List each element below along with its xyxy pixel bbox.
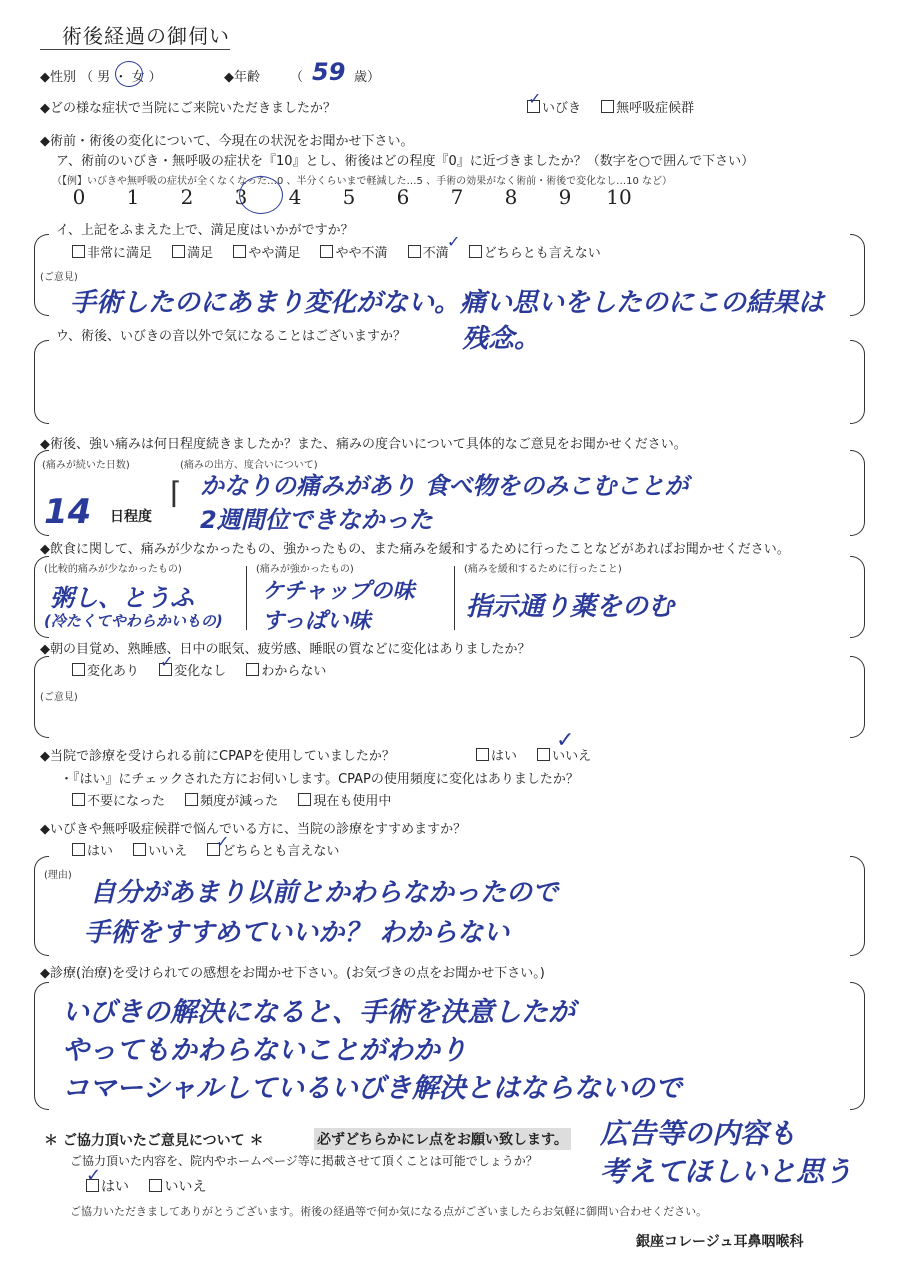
- scale-7[interactable]: 7: [450, 185, 464, 209]
- pain-question: ◆術後、強い痛みは何日程度続きましたか？また、痛みの度合いについて具体的なご意見をお聞かせください。: [40, 437, 687, 452]
- check-mark-icon: ✓: [216, 832, 230, 851]
- age-label: ◆年齢: [224, 70, 260, 85]
- option-label: いいえ: [148, 844, 188, 859]
- title-underline: [40, 49, 230, 50]
- option-label: いいえ: [164, 1179, 207, 1195]
- option-label: 頻度が減った: [200, 794, 279, 809]
- option-label: 変化なし: [174, 664, 227, 679]
- recommend-options: [72, 840, 355, 859]
- checkbox[interactable]: [133, 843, 146, 856]
- change-question-a: ア、術前のいびき・無呼吸の症状を『10』とし、術後はどの程度『0』に近づきましたか？（数字を○で囲んで下さい）: [56, 154, 755, 169]
- publish-option-no[interactable]: [149, 1179, 206, 1195]
- cooperation-question: ご協力頂いた内容を、院内やホームページ等に掲載させて頂くことは可能でしょうか？: [70, 1154, 538, 1168]
- sleep-option[interactable]: [72, 664, 139, 679]
- column-divider: [454, 566, 455, 630]
- satisfaction-option[interactable]: [469, 246, 601, 261]
- satisfaction-options: [72, 242, 617, 261]
- satisfaction-question: イ、上記をふまえた上で、満足度はいかがですか？: [56, 223, 354, 238]
- satisfaction-option[interactable]: [233, 246, 300, 261]
- opinion-handwriting-line-2: 残念。: [462, 324, 541, 354]
- cpap-frequency-option[interactable]: [298, 794, 391, 809]
- option-label: 現在も使用中: [313, 794, 392, 809]
- check-mark-icon: ✓: [447, 232, 461, 251]
- age-open-paren: （: [290, 70, 304, 85]
- recommend-option[interactable]: [133, 844, 187, 859]
- option-label: いびき: [542, 101, 582, 116]
- page-title: 術後経過の御伺い: [62, 24, 230, 48]
- sleep-option[interactable]: [246, 664, 326, 679]
- scale-2[interactable]: 2: [180, 185, 194, 209]
- checkbox[interactable]: [72, 663, 85, 676]
- male-circle-mark: [115, 61, 143, 87]
- checkbox[interactable]: [537, 748, 550, 761]
- checkbox[interactable]: [72, 843, 85, 856]
- checkbox[interactable]: [298, 793, 311, 806]
- cooperation-title: ＊ ご協力頂いたご意見について ＊: [44, 1133, 264, 1149]
- age-value[interactable]: 59: [312, 58, 346, 86]
- reason-label: (理由): [44, 870, 72, 881]
- option-label: 変化あり: [87, 664, 140, 679]
- bracket-left: [34, 982, 49, 1110]
- cpap-question: ◆当院で診療を受けられる前にCPAPを使用していましたか？: [40, 749, 395, 764]
- recommend-option[interactable]: [72, 844, 113, 859]
- impression-handwriting-line-5: 考えてほしいと思う: [600, 1155, 853, 1188]
- checkbox[interactable]: [149, 1179, 162, 1192]
- scale-4[interactable]: 4: [288, 185, 302, 209]
- bracket-right: [850, 450, 865, 536]
- option-label: いいえ: [552, 749, 592, 764]
- change-example: （【例】いびきや無呼吸の症状が全くなくなった…0 、半分くらいまで軽減した…5 、手術の効果がなく術前・術後で変化なし…10 など）: [52, 176, 672, 187]
- satisfaction-option[interactable]: [320, 246, 387, 261]
- other-concerns-question: ウ、術後、いびきの音以外で気になることはございますか？: [56, 329, 406, 344]
- diet-relief-handwriting: 指示通り薬をのむ: [466, 592, 675, 622]
- pain-days-unit: 日程度: [110, 509, 152, 525]
- change-scale: [52, 185, 646, 209]
- diet-less-label: (比較的痛みが少なかったもの): [44, 564, 182, 575]
- option-label: やや満足: [248, 246, 301, 261]
- diet-more-handwriting-line-2: すっぱい味: [262, 609, 371, 634]
- option-label: はい: [101, 1179, 129, 1195]
- impression-question: ◆診療(治療)を受けられての感想をお聞かせ下さい。(お気づきの点をお聞かせ下さい。): [40, 966, 545, 981]
- option-label: はい: [491, 749, 518, 764]
- sex-question: ◆性別 （ 男 ・ 女 ）: [40, 70, 162, 85]
- satisfaction-option[interactable]: [408, 246, 449, 261]
- satisfaction-option[interactable]: [172, 246, 213, 261]
- checkbox[interactable]: [233, 245, 246, 258]
- option-label: 満足: [187, 246, 214, 261]
- visit-option-apnea[interactable]: [601, 101, 694, 116]
- diet-less-handwriting-line-1: 粥し、とうふ: [50, 584, 194, 612]
- column-divider: [246, 566, 247, 630]
- reason-handwriting-line-1: 自分があまり以前とかわらなかったので: [90, 878, 559, 908]
- impression-handwriting-line-4: 広告等の内容も: [600, 1117, 797, 1150]
- clinic-name: 銀座コレージュ耳鼻咽喉科: [636, 1234, 804, 1250]
- scale-0[interactable]: 0: [72, 185, 86, 209]
- cpap-frequency-question: ・『はい』にチェックされた方にお伺いします。CPAPの使用頻度に変化はありましたか？: [60, 772, 579, 787]
- checkbox[interactable]: [469, 245, 482, 258]
- scale-8[interactable]: 8: [504, 185, 518, 209]
- checkbox[interactable]: [320, 245, 333, 258]
- publish-options: [86, 1176, 222, 1196]
- scale-10[interactable]: 10: [606, 185, 632, 209]
- cpap-frequency-option[interactable]: [72, 794, 165, 809]
- checkbox[interactable]: [185, 793, 198, 806]
- impression-handwriting-line-3: コマーシャルしているいびき解決とはならないので: [62, 1073, 682, 1104]
- option-label: 非常に満足: [87, 246, 153, 261]
- cooperation-must-note: 必ずどちらかにレ点をお願い致します。: [314, 1128, 571, 1150]
- option-label: どちらとも言えない: [222, 844, 340, 859]
- option-label: 無呼吸症候群: [616, 101, 695, 116]
- diet-more-handwriting-line-1: ケチャップの味: [262, 579, 415, 604]
- checkbox[interactable]: [72, 245, 85, 258]
- bracket-right: [850, 234, 865, 316]
- change-question: ◆術前・術後の変化について、今現在の状況をお聞かせ下さい。: [40, 134, 414, 149]
- sleep-options: [72, 660, 342, 679]
- bracket-right: [850, 856, 865, 956]
- option-label: 不要になった: [87, 794, 166, 809]
- satisfaction-option[interactable]: [72, 246, 152, 261]
- scale-5[interactable]: 5: [342, 185, 356, 209]
- opinion-handwriting-line-1: 手術したのにあまり変化がない。痛い思いをしたのにこの結果は: [70, 288, 825, 318]
- check-mark-icon: ✓: [86, 1165, 102, 1186]
- recommend-question: ◆いびきや無呼吸症候群で悩んでいる方に、当院の診療をすすめますか？: [40, 822, 467, 837]
- pain-handwriting-line-1: かなりの痛みがあり 食べ物をのみこむことが: [200, 472, 689, 500]
- checkbox[interactable]: [408, 245, 421, 258]
- bracket-right: [850, 656, 865, 738]
- thanks-note: ご協力いただきましてありがとうございます。術後の経過等で何か気になる点がございましたらお気軽に御問い合わせください。: [70, 1205, 708, 1218]
- check-mark-icon: ✓: [160, 652, 174, 671]
- bracket-right: [850, 982, 865, 1110]
- visit-question: ◆どの様な症状で当院にご来院いただきましたか？: [40, 101, 336, 116]
- pain-days-label: (痛みが続いた日数): [42, 460, 130, 471]
- option-label: わからない: [261, 664, 327, 679]
- diet-question: ◆飲食に関して、痛みが少なかったもの、強かったもの、また痛みを緩和するために行ったことなどがあればお聞かせください。: [40, 542, 790, 557]
- option-label: はい: [87, 844, 114, 859]
- cpap-frequency-options: [72, 790, 407, 809]
- checkbox[interactable]: [246, 663, 259, 676]
- visit-options: [527, 97, 710, 116]
- impression-handwriting-line-1: いびきの解決になると、手術を決意したが: [62, 997, 575, 1028]
- impression-handwriting-line-2: やってもかわらないことがわかり: [62, 1035, 467, 1066]
- cpap-option-yes[interactable]: [476, 749, 517, 764]
- pain-detail-label: (痛みの出方、度合いについて): [180, 460, 318, 471]
- reason-handwriting-line-2: 手術をすすめていいか？ わからない: [84, 918, 510, 948]
- diet-more-label: (痛みが強かったもの): [256, 564, 354, 575]
- bracket-divider: ⌈: [170, 476, 182, 511]
- scale-6[interactable]: 6: [396, 185, 410, 209]
- pain-days-value[interactable]: 14: [44, 492, 92, 532]
- option-label: どちらとも言えない: [483, 246, 601, 261]
- checkbox[interactable]: [476, 748, 489, 761]
- bracket-right: [850, 556, 865, 638]
- sleep-opinion-label: (ご意見): [40, 692, 78, 703]
- scale-9[interactable]: 9: [558, 185, 572, 209]
- check-mark-icon: ✓: [556, 728, 575, 753]
- cpap-options: [476, 745, 607, 764]
- bracket-right: [850, 340, 865, 424]
- check-mark-icon: ✓: [528, 89, 542, 108]
- selected-3-circle-mark: [239, 176, 283, 214]
- age-unit: 歳）: [354, 70, 381, 85]
- option-label: 不満: [422, 246, 449, 261]
- sleep-question: ◆朝の目覚め、熟睡感、日中の眠気、疲労感、睡眠の質などに変化はありましたか？: [40, 642, 531, 657]
- diet-relief-label: (痛みを緩和するために行ったこと): [464, 564, 622, 575]
- scale-3[interactable]: 3: [234, 185, 248, 209]
- diet-less-handwriting-line-2: (冷たくてやわらかいもの): [44, 612, 223, 630]
- cpap-frequency-option[interactable]: [185, 794, 278, 809]
- checkbox[interactable]: [172, 245, 185, 258]
- pain-handwriting-line-2: 2週間位できなかった: [200, 506, 433, 534]
- checkbox[interactable]: [601, 100, 614, 113]
- checkbox[interactable]: [72, 793, 85, 806]
- opinion-label: (ご意見): [40, 272, 78, 283]
- bracket-left: [34, 340, 49, 424]
- scale-1[interactable]: 1: [126, 185, 140, 209]
- option-label: やや不満: [335, 246, 388, 261]
